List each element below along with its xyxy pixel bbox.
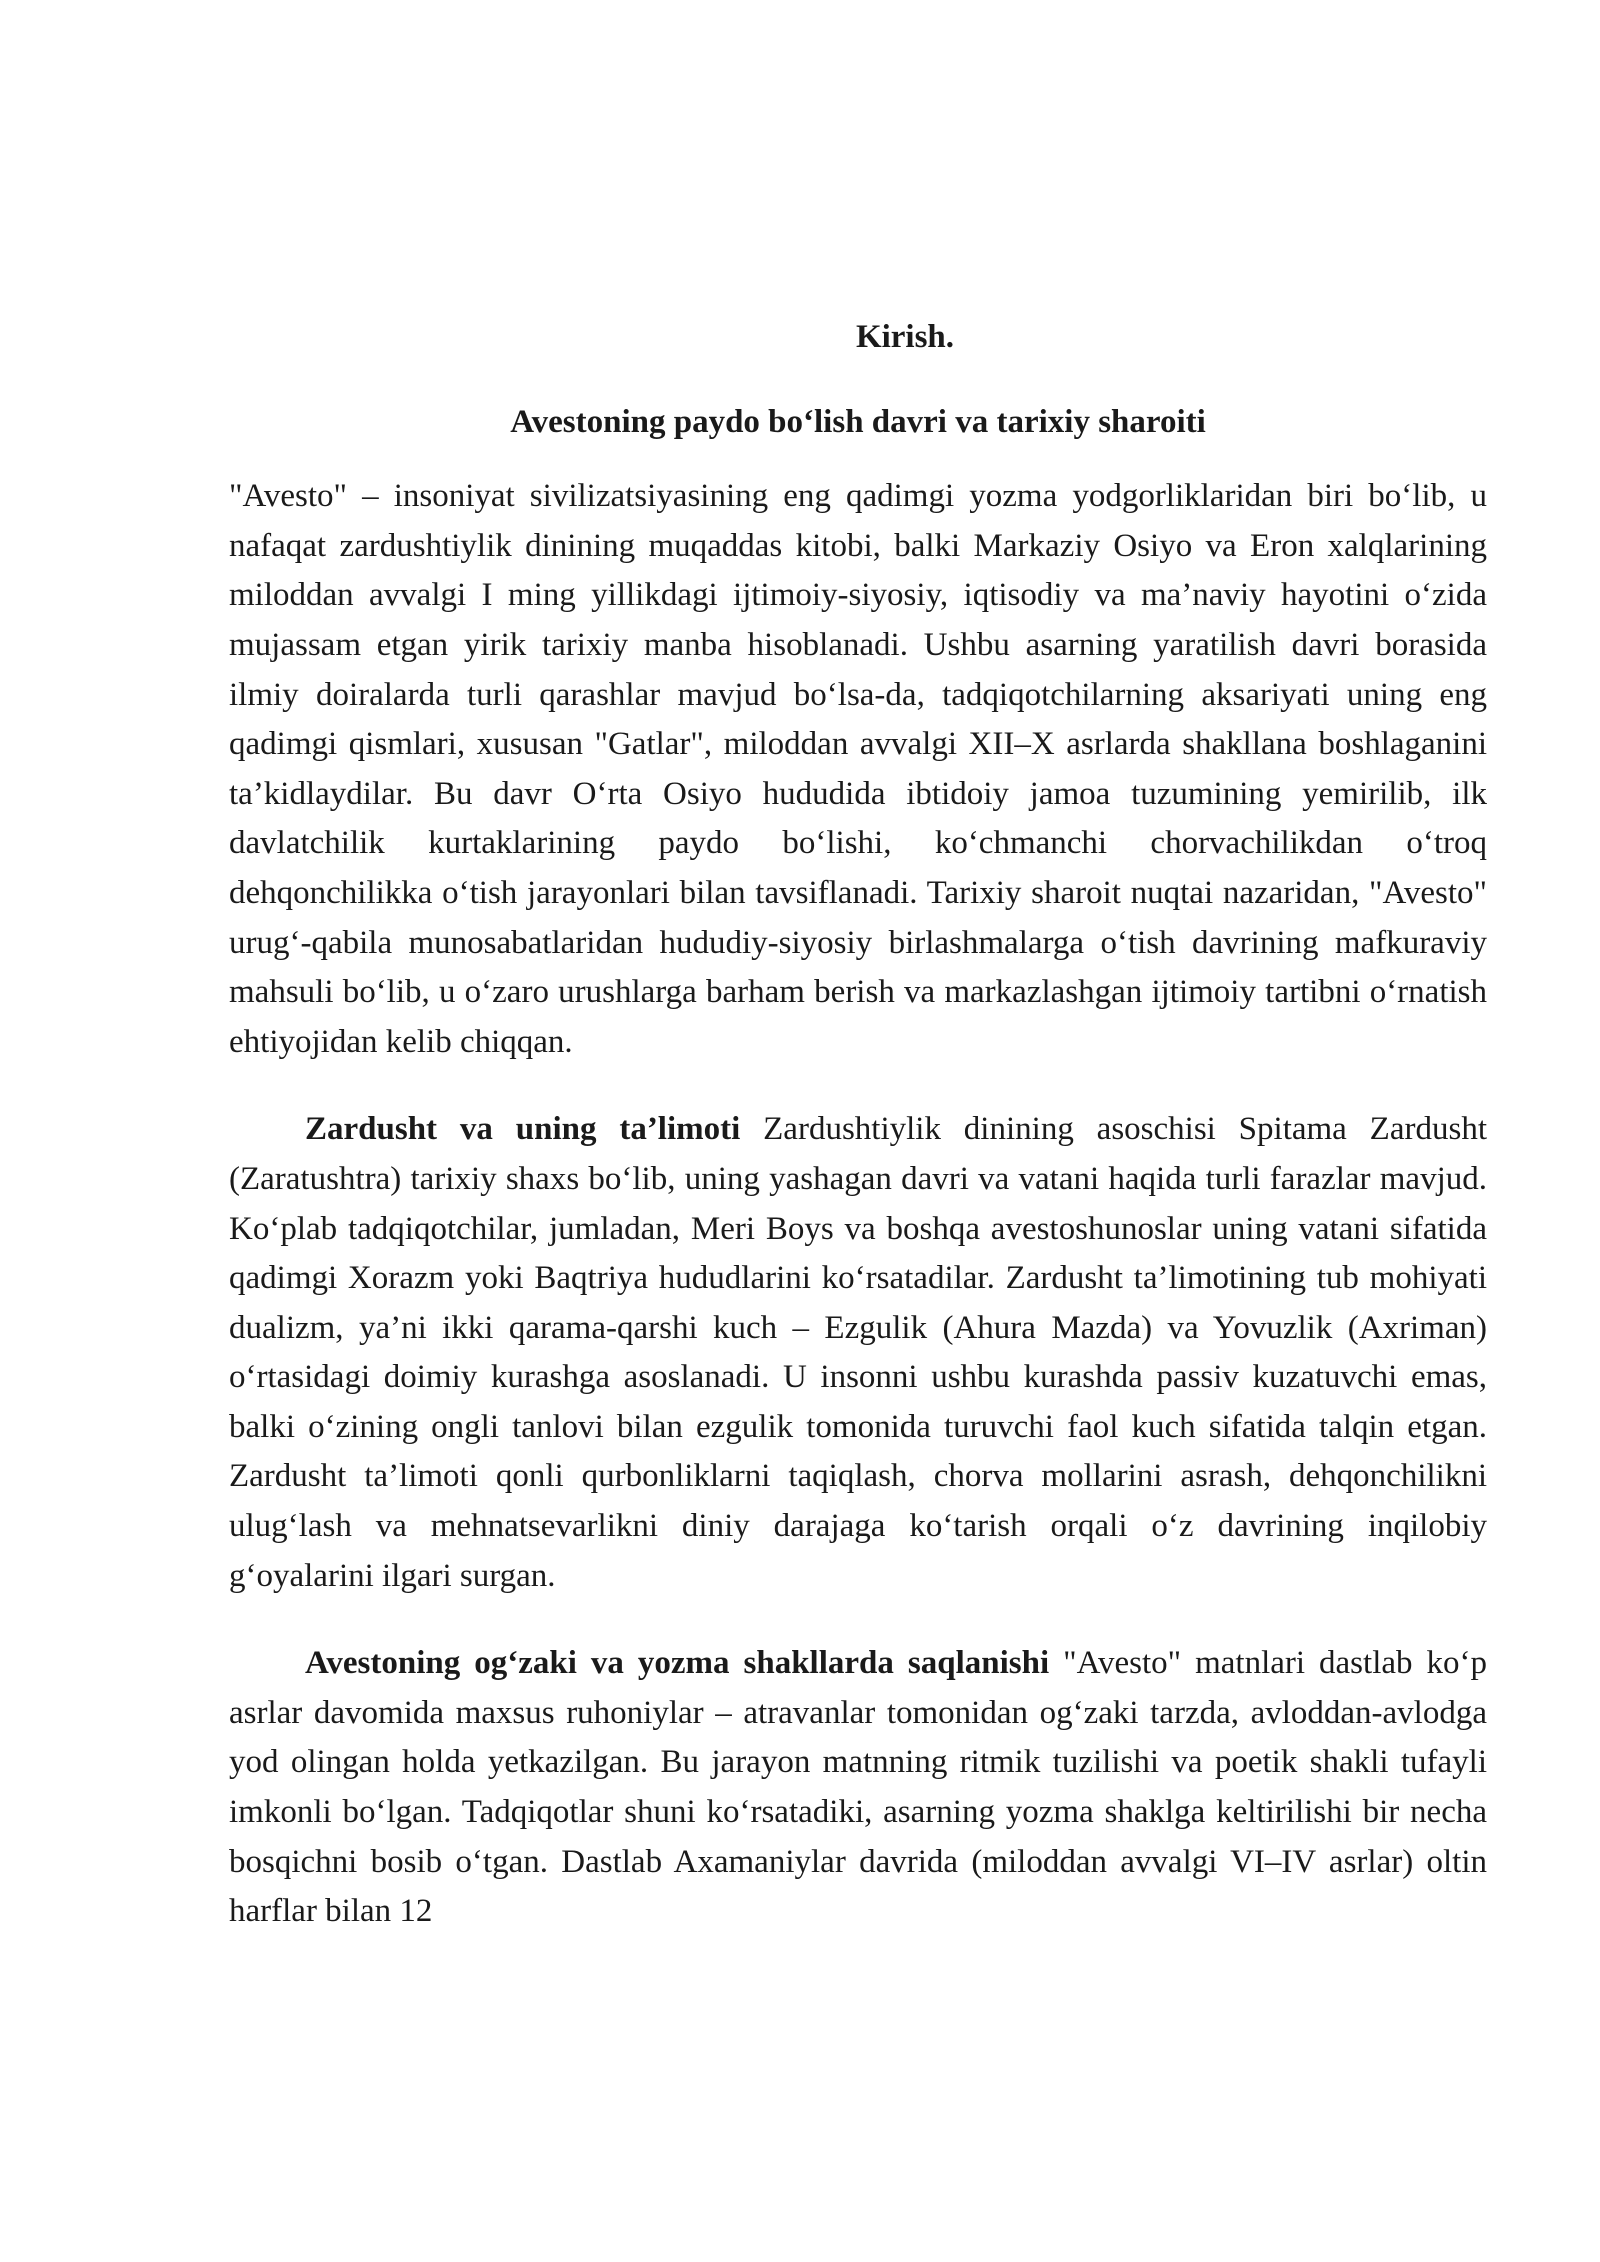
paragraph-zardusht-lead: Zardusht va uning ta’limoti (305, 1111, 741, 1148)
chapter-title: Kirish. (855, 319, 955, 355)
paragraph-intro (229, 472, 1487, 1067)
paragraph-intro-text: "Avesto" – insoniyat sivilizatsiyasining eng qadimgi yozma yodgorliklaridan biri bo‘lib, u nafaqat zardushtiylik dinining muqaddas kitobi, balki Markaziy Osiyo va Eron xalqlarining miloddan avvalgi I ming yillikdagi ijtimoiy-siyosiy, iqtisodiy va ma’naviy hayotini o‘zida mujassam etgan yirik tarixiy manba hisoblanadi. Ushbu asarning yaratilish davri borasida ilmiy doiralarda turli qarashlar mavjud bo‘lsa-da, tadqiqotchilarning aksariyati uning eng qadimgi qismlari, xususan "Gatlar", miloddan avvalgi XII–X asrlarda shakllana boshlaganini ta’kidlaydilar. Bu davr O‘rta Osiyo hududida ibtidoiy jamoa tuzumining yemirilib, ilk davlatchilik kurtaklarining paydo bo‘lishi, ko‘chmanchi chorvachilikdan o‘troq dehqonchilikka o‘tish jarayonlari bilan tavsiflanadi. Tarixiy sharoit nuqtai nazaridan, "Avesto" urug‘-qabila munosabatlaridan hududiy-siyosiy birlashmalarga o‘tish davrining mafkuraviy mahsuli bo‘lib, u o‘zaro urushlarga barham berish va markazlashgan ijtimoiy tartibni o‘rnatish ehtiyojidan kelib chiqqan. (229, 478, 1487, 1060)
paragraph-preservation (229, 1639, 1487, 1937)
paragraph-preservation-lead: Avestoning og‘zaki va yozma shakllarda saqlanishi (305, 1645, 1050, 1682)
paragraph-zardusht (229, 1105, 1487, 1601)
document-page (229, 318, 1487, 1937)
section-title: Avestoning paydo bo‘lish davri va tarixiy sharoiti (510, 403, 1206, 440)
paragraph-preservation-text: "Avesto" matnlari dastlab ko‘p asrlar davomida maxsus ruhoniylar – atravanlar tomonidan og‘zaki tarzda, avloddan-avlodga yod olingan holda yetkazilgan. Bu jarayon matnning ritmik tuzilishi va poetik shakli tufayli imkonli bo‘lgan. Tadqiqotlar shuni ko‘rsatadiki, asarning yozma shaklga keltirilishi bir necha bosqichni bosib o‘tgan. Dastlab Axamaniylar davrida (miloddan avvalgi VI–IV asrlar) oltin harflar bilan 12 (229, 1645, 1487, 1930)
paragraph-zardusht-text: Zardushtiylik dinining asoschisi Spitama Zardusht (Zaratushtra) tarixiy shaxs bo‘lib, uning yashagan davri va vatani haqida turli farazlar mavjud. Ko‘plab tadqiqotchilar, jumladan, Meri Boys va boshqa avestoshunoslar uning vatani sifatida qadimgi Xorazm yoki Baqtriya hududlarini ko‘rsatadilar. Zardusht ta’limotining tub mohiyati dualizm, ya’ni ikki qarama-qarshi kuch – Ezgulik (Ahura Mazda) va Yovuzlik (Axriman) o‘rtasidagi doimiy kurashga asoslanadi. U insonni ushbu kurashda passiv kuzatuvchi emas, balki o‘zining ongli tanlovi bilan ezgulik tomonida turuvchi faol kuch sifatida talqin etgan. Zardusht ta’limoti qonli qurbonliklarni taqiqlash, chorva mollarini asrash, dehqonchilikni ulug‘lash va mehnatsevarlikni diniy darajaga ko‘tarish orqali o‘z davrining inqilobiy g‘oyalarini ilgari surgan. (229, 1111, 1487, 1594)
